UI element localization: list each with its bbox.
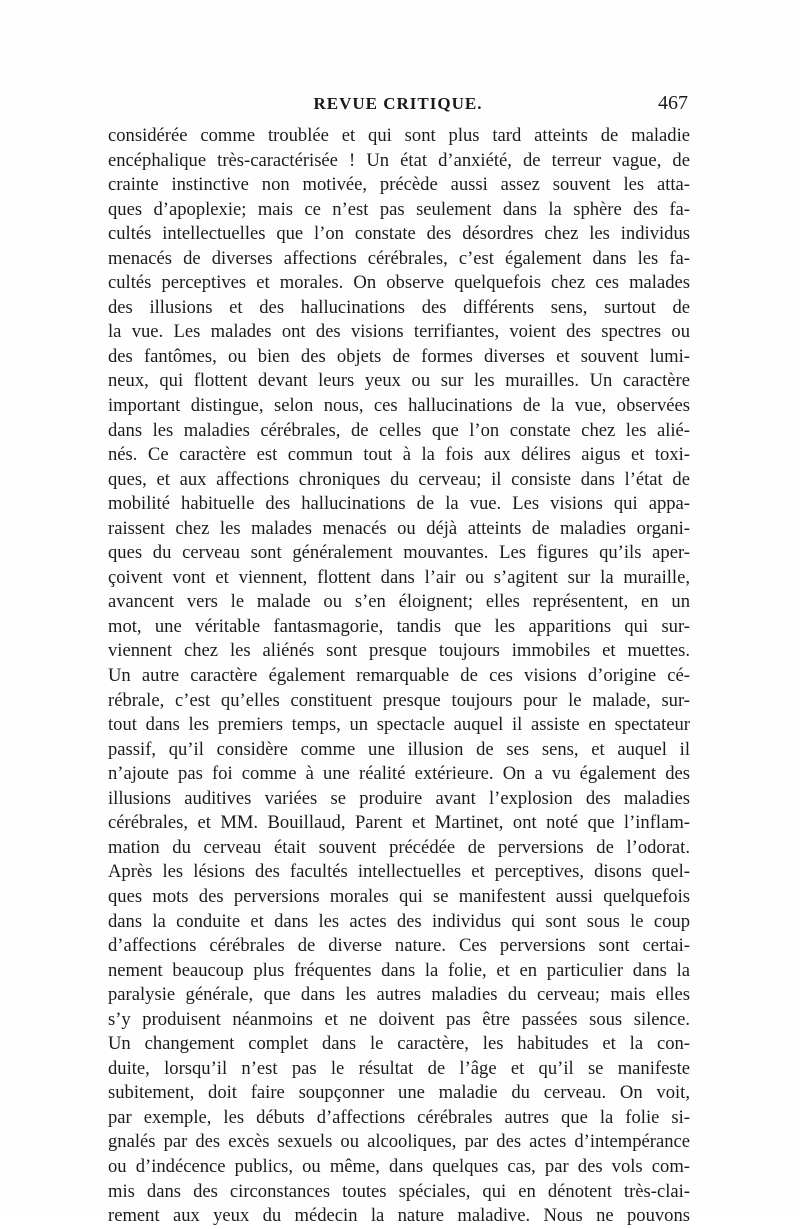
text-line: considérée comme troublée et qui sont plus tard atteints de maladie — [108, 125, 690, 146]
text-line: mation du cerveau était souvent précédée de perversions de l’odorat. — [108, 836, 690, 858]
text-line: çoivent vont et viennent, flottent dans l’air ou s’agitent sur la muraille, — [108, 566, 690, 588]
running-title: REVUE CRITIQUE. — [313, 94, 483, 113]
text-line: cultés perceptives et morales. On observe quelquefois chez ces malades — [108, 272, 690, 294]
text-line: rement aux yeux du médecin la nature maladive. Nous ne pouvons — [108, 1205, 690, 1227]
text-line: par exemple, les débuts d’affections cérébrales autres que la folie si- — [108, 1106, 690, 1128]
text-line: ou d’indécence publics, ou même, dans quelques cas, par des vols com- — [108, 1155, 690, 1177]
text-line: tout dans les premiers temps, un spectacle auquel il assiste en spectateur — [108, 714, 690, 736]
text-line: Après les lésions des facultés intellectuelles et perceptives, disons quel- — [108, 861, 690, 883]
text-line: paralysie générale, que dans les autres maladies du cerveau; mais elles — [108, 984, 690, 1006]
text-line: gnalés par des excès sexuels ou alcooliques, par des actes d’intempérance — [108, 1131, 690, 1153]
page-number: 467 — [658, 92, 688, 114]
text-line: subitement, doit faire soupçonner une maladie du cerveau. On voit, — [108, 1082, 690, 1104]
text-line: ques, et aux affections chroniques du cerveau; il consiste dans l’état de — [108, 468, 690, 490]
text-line: des fantômes, ou bien des objets de formes diverses et souvent lumi- — [108, 345, 690, 367]
text-line: cérébrales, et MM. Bouillaud, Parent et Martinet, ont noté que l’inflam- — [108, 812, 690, 834]
text-line: la vue. Les malades ont des visions terrifiantes, voient des spectres ou — [108, 321, 690, 343]
text-line: menacés de diverses affections cérébrales, c’est également dans les fa- — [108, 247, 690, 269]
running-head — [108, 92, 688, 120]
text-line: des illusions et des hallucinations des différents sens, surtout de — [108, 296, 690, 318]
text-line: d’affections cérébrales de diverse nature. Ces perversions sont certai- — [108, 935, 690, 957]
text-line: nement beaucoup plus fréquentes dans la folie, et en particulier dans la — [108, 959, 690, 981]
text-line: ques du cerveau sont généralement mouvantes. Les figures qu’ils aper- — [108, 542, 690, 564]
text-line: mis dans des circonstances toutes spéciales, qui en dénotent très-clai- — [108, 1180, 690, 1202]
text-line: rébrale, c’est qu’elles constituent presque toujours pour le malade, sur- — [108, 689, 690, 711]
text-line: cultés intellectuelles que l’on constate des désordres chez les individus — [108, 223, 690, 245]
text-line: neux, qui flottent devant leurs yeux ou sur les murailles. Un caractère — [108, 370, 690, 392]
text-line: passif, qu’il considère comme une illusion de ses sens, et auquel il — [108, 738, 690, 760]
text-line: important distingue, selon nous, ces hallucinations de la vue, observées — [108, 395, 690, 417]
text-line: Un changement complet dans le caractère, les habitudes et la con- — [108, 1033, 690, 1055]
text-line: dans la conduite et dans les actes des individus qui sont sous le coup — [108, 910, 690, 932]
text-line: Un autre caractère également remarquable de ces visions d’origine cé- — [108, 665, 690, 687]
text-line: illusions auditives variées se produire avant l’explosion des maladies — [108, 787, 690, 809]
text-line: viennent chez les aliénés sont presque toujours immobiles et muettes. — [108, 640, 690, 662]
text-line: avancent vers le malade ou s’en éloignent; elles représentent, en un — [108, 591, 690, 613]
text-line: nés. Ce caractère est commun tout à la fois aux délires aigus et toxi- — [108, 444, 690, 466]
body-text — [108, 124, 690, 1229]
text-line: mobilité habituelle des hallucinations de la vue. Les visions qui appa- — [108, 493, 690, 515]
text-line: s’y produisent néanmoins et ne doivent pas être passées sous silence. — [108, 1008, 690, 1030]
text-line: mot, une véritable fantasmagorie, tandis que les apparitions qui sur- — [108, 615, 690, 637]
text-line: ques d’apoplexie; mais ce n’est pas seulement dans la sphère des fa- — [108, 198, 690, 220]
text-line: n’ajoute pas foi comme à une réalité extérieure. On a vu également des — [108, 763, 690, 785]
text-line: crainte instinctive non motivée, précède aussi assez souvent les atta- — [108, 174, 690, 196]
text-line: raissent chez les malades menacés ou déjà atteints de maladies organi- — [108, 517, 690, 539]
text-line: dans les maladies cérébrales, de celles que l’on constate chez les alié- — [108, 419, 690, 441]
text-line: encéphalique très-caractérisée ! Un état d’anxiété, de terreur vague, de — [108, 149, 690, 171]
text-line: ques mots des perversions morales qui se manifestent aussi quelquefois — [108, 885, 690, 907]
text-line: duite, lorsqu’il n’est pas le résultat de l’âge et qu’il se manifeste — [108, 1057, 690, 1079]
